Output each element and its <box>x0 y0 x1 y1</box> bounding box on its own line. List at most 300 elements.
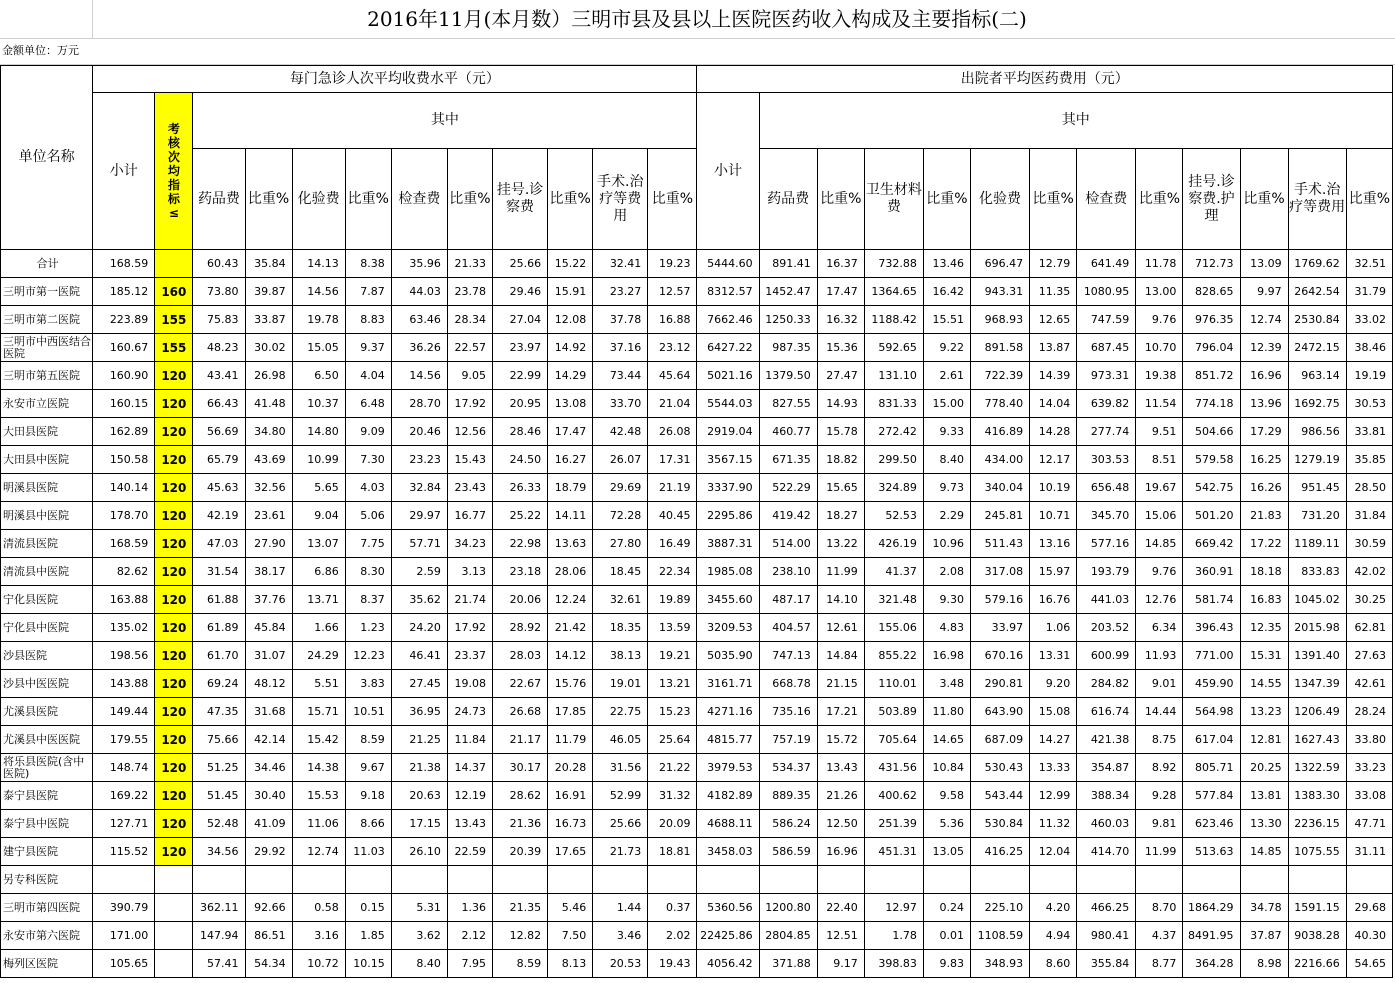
value-cell: 586.59 <box>759 838 817 866</box>
value-cell: 31.56 <box>593 754 648 782</box>
value-cell: 13.96 <box>1240 390 1288 418</box>
header-op-subtotal: 小计 <box>93 93 155 250</box>
value-cell: 20.28 <box>548 754 593 782</box>
value-cell: 45.84 <box>245 614 292 642</box>
indicator-cell: 120 <box>155 782 193 810</box>
value-cell: 9.37 <box>345 334 391 362</box>
value-cell: 21.15 <box>817 670 864 698</box>
value-cell: 9.09 <box>345 418 391 446</box>
value-cell: 9.30 <box>923 586 970 614</box>
unit-name-cell: 将乐县医院(含中医院) <box>1 754 93 782</box>
value-cell: 21.33 <box>447 250 492 278</box>
value-cell: 324.89 <box>864 474 923 502</box>
value-cell: 10.96 <box>923 530 970 558</box>
value-cell: 13.08 <box>548 390 593 418</box>
value-cell: 1322.59 <box>1288 754 1346 782</box>
value-cell: 41.48 <box>245 390 292 418</box>
empty-cell <box>1346 866 1392 894</box>
value-cell: 31.07 <box>245 642 292 670</box>
value-cell: 14.12 <box>548 642 593 670</box>
value-cell: 38.13 <box>593 642 648 670</box>
header-unit-name: 单位名称 <box>1 66 93 250</box>
value-cell: 12.79 <box>1030 250 1077 278</box>
value-cell: 9.67 <box>345 754 391 782</box>
empty-cell <box>759 866 817 894</box>
value-cell: 160.90 <box>93 362 155 390</box>
value-cell: 29.97 <box>391 502 447 530</box>
value-cell: 976.35 <box>1183 306 1240 334</box>
value-cell: 2.29 <box>923 502 970 530</box>
value-cell: 22.75 <box>593 698 648 726</box>
value-cell: 8.13 <box>548 950 593 978</box>
value-cell: 5035.90 <box>697 642 759 670</box>
value-cell: 149.44 <box>93 698 155 726</box>
value-cell: 39.87 <box>245 278 292 306</box>
value-cell: 33.02 <box>1346 306 1392 334</box>
value-cell: 8.30 <box>345 558 391 586</box>
value-cell: 441.03 <box>1077 586 1136 614</box>
value-cell: 3979.53 <box>697 754 759 782</box>
table-row <box>1 390 1393 418</box>
value-cell: 24.73 <box>447 698 492 726</box>
value-cell: 12.99 <box>1030 782 1077 810</box>
value-cell: 586.24 <box>759 810 817 838</box>
value-cell: 16.25 <box>1240 446 1288 474</box>
value-cell: 57.71 <box>391 530 447 558</box>
value-cell: 245.81 <box>971 502 1030 530</box>
value-cell: 1.44 <box>593 894 648 922</box>
value-cell: 390.79 <box>93 894 155 922</box>
value-cell: 321.48 <box>864 586 923 614</box>
value-cell: 13.87 <box>1030 334 1077 362</box>
value-cell: 13.30 <box>1240 810 1288 838</box>
value-cell: 18.82 <box>817 446 864 474</box>
value-cell: 290.81 <box>971 670 1030 698</box>
value-cell: 13.43 <box>447 810 492 838</box>
table-row <box>1 306 1393 334</box>
value-cell: 20.25 <box>1240 754 1288 782</box>
value-cell: 25.66 <box>493 250 548 278</box>
value-cell: 16.37 <box>817 250 864 278</box>
header-indicator <box>155 93 193 250</box>
value-cell: 37.16 <box>593 334 648 362</box>
empty-cell <box>864 866 923 894</box>
value-cell: 416.25 <box>971 838 1030 866</box>
value-cell: 54.65 <box>1346 950 1392 978</box>
value-cell: 9.81 <box>1136 810 1183 838</box>
header-ip-col: 比重% <box>1136 149 1183 250</box>
value-cell: 21.35 <box>493 894 548 922</box>
value-cell: 1206.49 <box>1288 698 1346 726</box>
value-cell: 23.27 <box>593 278 648 306</box>
value-cell: 13.23 <box>1240 698 1288 726</box>
value-cell: 416.89 <box>971 418 1030 446</box>
value-cell: 33.08 <box>1346 782 1392 810</box>
value-cell: 6.50 <box>292 362 345 390</box>
value-cell: 13.05 <box>923 838 970 866</box>
value-cell: 22.34 <box>648 558 697 586</box>
value-cell: 1279.19 <box>1288 446 1346 474</box>
value-cell: 143.88 <box>93 670 155 698</box>
value-cell: 19.19 <box>1346 362 1392 390</box>
value-cell: 16.32 <box>817 306 864 334</box>
value-cell: 23.61 <box>245 502 292 530</box>
value-cell: 110.01 <box>864 670 923 698</box>
value-cell: 18.35 <box>593 614 648 642</box>
table-row <box>1 502 1393 530</box>
unit-name-cell: 三明市中西医结合医院 <box>1 334 93 362</box>
value-cell: 13.81 <box>1240 782 1288 810</box>
table-row <box>1 334 1393 362</box>
table-row <box>1 922 1393 950</box>
table-row <box>1 810 1393 838</box>
value-cell: 15.71 <box>292 698 345 726</box>
value-cell: 1383.30 <box>1288 782 1346 810</box>
value-cell: 15.06 <box>1136 502 1183 530</box>
value-cell: 19.08 <box>447 670 492 698</box>
value-cell: 32.84 <box>391 474 447 502</box>
value-cell: 171.00 <box>93 922 155 950</box>
value-cell: 52.48 <box>193 810 245 838</box>
value-cell: 833.83 <box>1288 558 1346 586</box>
value-cell: 17.92 <box>447 390 492 418</box>
table-row <box>1 278 1393 306</box>
value-cell: 4182.89 <box>697 782 759 810</box>
value-cell: 14.56 <box>292 278 345 306</box>
value-cell: 15.42 <box>292 726 345 754</box>
value-cell: 317.08 <box>971 558 1030 586</box>
table-row <box>1 474 1393 502</box>
value-cell: 0.58 <box>292 894 345 922</box>
value-cell: 16.98 <box>923 642 970 670</box>
value-cell: 3567.15 <box>697 446 759 474</box>
value-cell: 14.29 <box>548 362 593 390</box>
value-cell: 57.41 <box>193 950 245 978</box>
value-cell: 25.22 <box>493 502 548 530</box>
value-cell: 12.65 <box>1030 306 1077 334</box>
value-cell: 1080.95 <box>1077 278 1136 306</box>
value-cell: 31.54 <box>193 558 245 586</box>
value-cell: 51.45 <box>193 782 245 810</box>
value-cell: 426.19 <box>864 530 923 558</box>
table-row <box>1 950 1393 978</box>
value-cell: 20.63 <box>391 782 447 810</box>
value-cell: 34.78 <box>1240 894 1288 922</box>
value-cell: 17.29 <box>1240 418 1288 446</box>
value-cell: 15.05 <box>292 334 345 362</box>
value-cell: 7.30 <box>345 446 391 474</box>
unit-name-cell: 梅列区医院 <box>1 950 93 978</box>
header-op-col: 比重% <box>345 149 391 250</box>
value-cell: 26.07 <box>593 446 648 474</box>
value-cell: 3455.60 <box>697 586 759 614</box>
value-cell: 160.15 <box>93 390 155 418</box>
value-cell: 20.95 <box>493 390 548 418</box>
empty-cell <box>923 866 970 894</box>
value-cell: 17.85 <box>548 698 593 726</box>
value-cell: 419.42 <box>759 502 817 530</box>
value-cell: 22.67 <box>493 670 548 698</box>
indicator-cell: 120 <box>155 474 193 502</box>
value-cell: 8.83 <box>345 306 391 334</box>
header-ip-col: 比重% <box>923 149 970 250</box>
header-ip-col: 挂号.诊察费.护理 <box>1183 149 1240 250</box>
value-cell: 805.71 <box>1183 754 1240 782</box>
value-cell: 513.63 <box>1183 838 1240 866</box>
table-row <box>1 586 1393 614</box>
value-cell: 3887.31 <box>697 530 759 558</box>
value-cell: 747.59 <box>1077 306 1136 334</box>
value-cell: 414.70 <box>1077 838 1136 866</box>
indicator-cell: 120 <box>155 670 193 698</box>
value-cell: 987.35 <box>759 334 817 362</box>
value-cell: 31.79 <box>1346 278 1392 306</box>
value-cell: 127.71 <box>93 810 155 838</box>
value-cell: 9.73 <box>923 474 970 502</box>
value-cell: 17.22 <box>1240 530 1288 558</box>
value-cell: 12.39 <box>1240 334 1288 362</box>
empty-cell <box>697 866 759 894</box>
value-cell: 23.37 <box>447 642 492 670</box>
value-cell: 543.44 <box>971 782 1030 810</box>
value-cell: 28.06 <box>548 558 593 586</box>
value-cell: 36.95 <box>391 698 447 726</box>
value-cell: 2642.54 <box>1288 278 1346 306</box>
value-cell: 542.75 <box>1183 474 1240 502</box>
header-ip-col: 化验费 <box>971 149 1030 250</box>
value-cell: 29.92 <box>245 838 292 866</box>
value-cell: 12.19 <box>447 782 492 810</box>
value-cell: 140.14 <box>93 474 155 502</box>
value-cell: 11.93 <box>1136 642 1183 670</box>
value-cell: 1391.40 <box>1288 642 1346 670</box>
indicator-cell: 120 <box>155 726 193 754</box>
value-cell: 362.11 <box>193 894 245 922</box>
value-cell: 3209.53 <box>697 614 759 642</box>
value-cell: 579.58 <box>1183 446 1240 474</box>
value-cell: 1.06 <box>1030 614 1077 642</box>
value-cell: 5.36 <box>923 810 970 838</box>
indicator-cell: 120 <box>155 446 193 474</box>
value-cell: 600.99 <box>1077 642 1136 670</box>
value-cell: 889.35 <box>759 782 817 810</box>
value-cell: 1.36 <box>447 894 492 922</box>
value-cell: 5544.03 <box>697 390 759 418</box>
value-cell: 13.63 <box>548 530 593 558</box>
value-cell: 37.76 <box>245 586 292 614</box>
indicator-cell: 120 <box>155 754 193 782</box>
value-cell: 514.00 <box>759 530 817 558</box>
value-cell: 21.42 <box>548 614 593 642</box>
value-cell: 0.24 <box>923 894 970 922</box>
value-cell: 17.47 <box>548 418 593 446</box>
value-cell: 735.16 <box>759 698 817 726</box>
value-cell: 1188.42 <box>864 306 923 334</box>
value-cell: 6427.22 <box>697 334 759 362</box>
value-cell: 34.56 <box>193 838 245 866</box>
value-cell: 19.89 <box>648 586 697 614</box>
value-cell: 75.66 <box>193 726 245 754</box>
value-cell: 14.11 <box>548 502 593 530</box>
value-cell: 8.59 <box>345 726 391 754</box>
value-cell: 2919.04 <box>697 418 759 446</box>
value-cell: 13.16 <box>1030 530 1077 558</box>
value-cell: 29.46 <box>493 278 548 306</box>
value-cell: 2295.86 <box>697 502 759 530</box>
value-cell: 31.84 <box>1346 502 1392 530</box>
value-cell: 522.29 <box>759 474 817 502</box>
value-cell: 8.40 <box>923 446 970 474</box>
value-cell: 13.33 <box>1030 754 1077 782</box>
value-cell: 17.31 <box>648 446 697 474</box>
empty-cell <box>193 866 245 894</box>
value-cell: 16.49 <box>648 530 697 558</box>
value-cell: 831.33 <box>864 390 923 418</box>
value-cell: 169.22 <box>93 782 155 810</box>
value-cell: 796.04 <box>1183 334 1240 362</box>
table-row <box>1 530 1393 558</box>
value-cell: 35.62 <box>391 586 447 614</box>
empty-cell <box>817 866 864 894</box>
value-cell: 20.53 <box>593 950 648 978</box>
value-cell: 10.71 <box>1030 502 1077 530</box>
value-cell: 1769.62 <box>1288 250 1346 278</box>
value-cell: 21.04 <box>648 390 697 418</box>
value-cell: 11.54 <box>1136 390 1183 418</box>
header-ip-subtotal: 小计 <box>697 93 759 250</box>
value-cell: 11.78 <box>1136 250 1183 278</box>
unit-name-cell: 清流县中医院 <box>1 558 93 586</box>
value-cell: 4.37 <box>1136 922 1183 950</box>
value-cell: 9.83 <box>923 950 970 978</box>
unit-name-cell: 尤溪县医院 <box>1 698 93 726</box>
value-cell: 14.92 <box>548 334 593 362</box>
value-cell: 28.34 <box>447 306 492 334</box>
value-cell: 8.70 <box>1136 894 1183 922</box>
value-cell: 42.48 <box>593 418 648 446</box>
value-cell: 30.59 <box>1346 530 1392 558</box>
value-cell: 11.06 <box>292 810 345 838</box>
value-cell: 29.69 <box>593 474 648 502</box>
value-cell: 6.34 <box>1136 614 1183 642</box>
value-cell: 13.31 <box>1030 642 1077 670</box>
value-cell: 22.57 <box>447 334 492 362</box>
empty-cell <box>245 866 292 894</box>
value-cell: 23.12 <box>648 334 697 362</box>
value-cell: 951.45 <box>1288 474 1346 502</box>
value-cell: 577.16 <box>1077 530 1136 558</box>
value-cell: 451.31 <box>864 838 923 866</box>
value-cell: 51.25 <box>193 754 245 782</box>
value-cell: 34.23 <box>447 530 492 558</box>
value-cell: 14.56 <box>391 362 447 390</box>
value-cell: 9.97 <box>1240 278 1288 306</box>
value-cell: 963.14 <box>1288 362 1346 390</box>
unit-name-cell: 宁化县医院 <box>1 586 93 614</box>
value-cell: 827.55 <box>759 390 817 418</box>
value-cell: 35.96 <box>391 250 447 278</box>
value-cell: 27.80 <box>593 530 648 558</box>
header-op-col: 比重% <box>447 149 492 250</box>
value-cell: 28.92 <box>493 614 548 642</box>
value-cell: 616.74 <box>1077 698 1136 726</box>
value-cell: 21.17 <box>493 726 548 754</box>
value-cell: 1692.75 <box>1288 390 1346 418</box>
value-cell: 277.74 <box>1077 418 1136 446</box>
value-cell: 34.80 <box>245 418 292 446</box>
unit-name-cell: 泰宁县中医院 <box>1 810 93 838</box>
table-body <box>1 250 1393 978</box>
table-row <box>1 642 1393 670</box>
value-cell: 179.55 <box>93 726 155 754</box>
value-cell: 25.64 <box>648 726 697 754</box>
value-cell: 47.71 <box>1346 810 1392 838</box>
header-op-col: 比重% <box>648 149 697 250</box>
value-cell: 687.09 <box>971 726 1030 754</box>
value-cell: 9.01 <box>1136 670 1183 698</box>
value-cell: 10.37 <box>292 390 345 418</box>
value-cell: 162.89 <box>93 418 155 446</box>
value-cell: 33.70 <box>593 390 648 418</box>
header-op-col: 挂号.诊察费 <box>493 149 548 250</box>
value-cell: 15.31 <box>1240 642 1288 670</box>
value-cell: 13.21 <box>648 670 697 698</box>
header-op-col: 化验费 <box>292 149 345 250</box>
value-cell: 7.95 <box>447 950 492 978</box>
value-cell: 32.51 <box>1346 250 1392 278</box>
unit-name-cell: 明溪县医院 <box>1 474 93 502</box>
value-cell: 891.58 <box>971 334 1030 362</box>
value-cell: 21.73 <box>593 838 648 866</box>
empty-cell <box>292 866 345 894</box>
table-row <box>1 838 1393 866</box>
value-cell: 421.38 <box>1077 726 1136 754</box>
value-cell: 14.55 <box>1240 670 1288 698</box>
value-cell: 20.46 <box>391 418 447 446</box>
value-cell: 19.67 <box>1136 474 1183 502</box>
value-cell: 4815.77 <box>697 726 759 754</box>
value-cell: 30.40 <box>245 782 292 810</box>
value-cell: 8.37 <box>345 586 391 614</box>
indicator-cell: 160 <box>155 278 193 306</box>
value-cell: 17.21 <box>817 698 864 726</box>
indicator-cell: 120 <box>155 698 193 726</box>
value-cell: 12.35 <box>1240 614 1288 642</box>
value-cell: 21.22 <box>648 754 697 782</box>
value-cell: 17.65 <box>548 838 593 866</box>
header-indicator-text: 考核次均指标≤ <box>167 122 180 220</box>
header-inpatient-group: 出院者平均医药费用（元） <box>697 66 1393 93</box>
value-cell: 11.32 <box>1030 810 1077 838</box>
value-cell: 131.10 <box>864 362 923 390</box>
table-row <box>1 362 1393 390</box>
value-cell: 16.26 <box>1240 474 1288 502</box>
value-cell: 6.48 <box>345 390 391 418</box>
value-cell: 42.19 <box>193 502 245 530</box>
value-cell: 388.34 <box>1077 782 1136 810</box>
value-cell: 2236.15 <box>1288 810 1346 838</box>
value-cell: 34.46 <box>245 754 292 782</box>
value-cell: 8312.57 <box>697 278 759 306</box>
value-cell: 24.20 <box>391 614 447 642</box>
title-row <box>0 0 1395 39</box>
value-cell: 2804.85 <box>759 922 817 950</box>
value-cell: 623.46 <box>1183 810 1240 838</box>
value-cell: 45.64 <box>648 362 697 390</box>
value-cell: 15.72 <box>817 726 864 754</box>
value-cell: 40.30 <box>1346 922 1392 950</box>
value-cell: 4056.42 <box>697 950 759 978</box>
